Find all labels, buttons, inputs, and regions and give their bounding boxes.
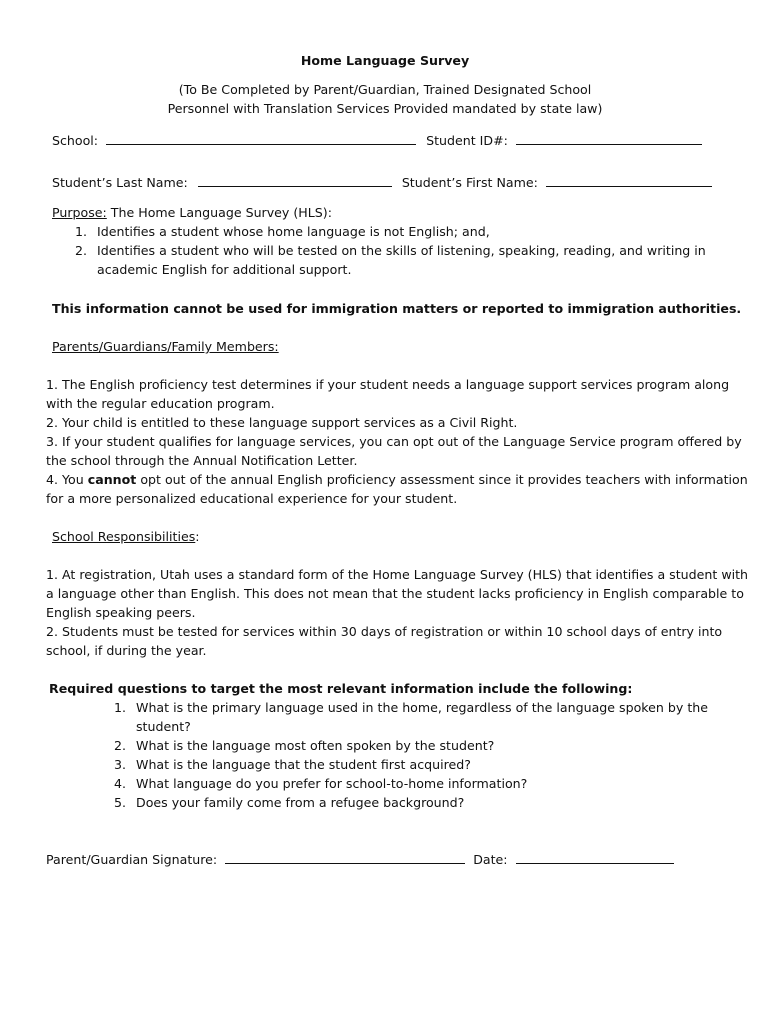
purpose-item-1-text: Identifies a student whose home language is not English; and, <box>97 224 490 239</box>
question-2-text: What is the language most often spoken by the student? <box>136 738 495 753</box>
parents-item-4-pre: 4. You <box>46 472 88 487</box>
purpose-label: Purpose: <box>52 205 107 220</box>
question-1-text: What is the primary language used in the home, regardless of the language spoken by the <box>136 700 708 715</box>
question-4-num: 4. <box>114 776 127 791</box>
school-item-1-cont-2: English speaking peers. <box>46 605 196 620</box>
school-row <box>52 130 702 150</box>
question-1-cont: student? <box>136 719 191 734</box>
parents-item-1-cont: with the regular education program. <box>46 396 275 411</box>
last-name-field[interactable] <box>198 172 392 187</box>
parents-item-2: 2. Your child is entitled to these language support services as a Civil Right. <box>46 415 518 430</box>
question-3-text: What is the language that the student first acquired? <box>136 757 471 772</box>
school-item-1: 1. At registration, Utah uses a standard form of the Home Language Survey (HLS) that identifies a student with <box>46 567 749 582</box>
question-5-text: Does your family come from a refugee background? <box>136 795 465 810</box>
parents-heading: Parents/Guardians/Family Members: <box>52 339 279 354</box>
purpose-heading <box>52 203 332 222</box>
school-item-2: 2. Students must be tested for services within 30 days of registration or within 10 school days of entry into <box>46 624 723 639</box>
first-name-label: Student’s First Name: <box>401 175 538 190</box>
required-heading: Required questions to target the most relevant information include the following: <box>49 681 633 696</box>
signature-row <box>46 849 674 869</box>
question-3-num: 3. <box>114 757 127 772</box>
question-1 <box>114 698 708 717</box>
last-name-label: Student’s Last Name: <box>52 175 188 190</box>
question-3 <box>114 755 471 774</box>
question-4 <box>114 774 527 793</box>
subtitle-line-2: Personnel with Translation Services Provided mandated by state law) <box>167 101 603 116</box>
purpose-item-2-cont: academic English for additional support. <box>97 262 352 277</box>
signature-field[interactable] <box>225 849 465 864</box>
subtitle <box>0 80 770 118</box>
question-2 <box>114 736 494 755</box>
purpose-item-2 <box>75 241 706 260</box>
parents-item-4-post: opt out of the annual English proficiency assessment since it provides teachers with information <box>136 472 748 487</box>
purpose-item-2-text: Identifies a student who will be tested on the skills of listening, speaking, reading, and writing in <box>97 243 706 258</box>
school-heading-colon: : <box>195 529 200 544</box>
first-name-field[interactable] <box>546 172 712 187</box>
school-heading-label: School Responsibilities <box>52 529 196 544</box>
question-5 <box>114 793 464 812</box>
question-1-num: 1. <box>114 700 127 715</box>
question-2-num: 2. <box>114 738 127 753</box>
student-id-label: Student ID#: <box>426 133 508 148</box>
purpose-item-1 <box>75 222 490 241</box>
purpose-item-2-num: 2. <box>75 243 88 258</box>
parents-item-4-cont: for a more personalized educational experience for your student. <box>46 491 458 506</box>
parents-item-4-bold: cannot <box>87 472 137 487</box>
school-heading <box>52 527 200 546</box>
question-4-text: What language do you prefer for school-to-home information? <box>136 776 528 791</box>
page-title: Home Language Survey <box>300 53 470 68</box>
question-5-num: 5. <box>114 795 127 810</box>
student-id-field[interactable] <box>516 130 702 145</box>
purpose-item-1-num: 1. <box>75 224 88 239</box>
subtitle-line-1: (To Be Completed by Parent/Guardian, Trained Designated School <box>178 82 592 97</box>
date-label: Date: <box>473 852 508 867</box>
school-item-1-cont-1: a language other than English. This does not mean that the student lacks proficiency in English comparable to <box>46 586 744 601</box>
parents-item-3: 3. If your student qualifies for language services, you can opt out of the Language Service program offered by <box>46 434 742 449</box>
name-row <box>52 172 712 192</box>
signature-label: Parent/Guardian Signature: <box>46 852 218 867</box>
purpose-intro: The Home Language Survey (HLS): <box>106 205 332 220</box>
school-label: School: <box>52 133 99 148</box>
school-item-2-cont: school, if during the year. <box>46 643 207 658</box>
parents-item-4 <box>46 470 748 489</box>
parents-item-3-cont: the school through the Annual Notification Letter. <box>46 453 358 468</box>
immigration-notice: This information cannot be used for immigration matters or reported to immigration authorities. <box>52 301 742 316</box>
date-field[interactable] <box>516 849 674 864</box>
parents-item-1: 1. The English proficiency test determines if your student needs a language support services program along <box>46 377 730 392</box>
school-field[interactable] <box>106 130 416 145</box>
